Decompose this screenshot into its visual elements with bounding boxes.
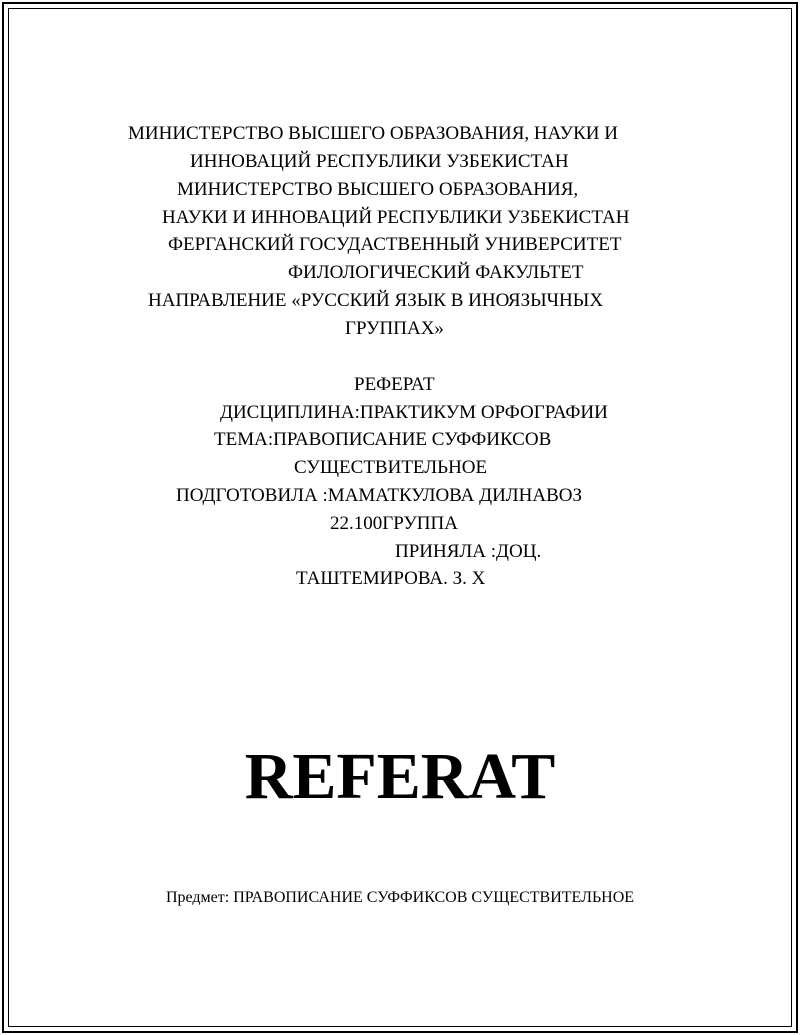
info-line-discipline: ДИСЦИПЛИНА:ПРАКТИКУМ ОРФОГРАФИИ <box>220 402 608 423</box>
header-line-4: НАУКИ И ИННОВАЦИЙ РЕСПУБЛИКИ УЗБЕКИСТАН <box>162 207 630 228</box>
info-line-prepared-by: ПОДГОТОВИЛА :МАМАТКУЛОВА ДИЛНАВОЗ <box>176 485 583 506</box>
info-line-topic-cont: СУЩЕСТВИТЕЛЬНОЕ <box>294 457 488 478</box>
header-line-1: МИНИСТЕРСТВО ВЫСШЕГО ОБРАЗОВАНИЯ, НАУКИ И <box>128 123 618 144</box>
info-line-group: 22.100ГРУППА <box>330 513 458 534</box>
header-line-8: ГРУППАХ» <box>345 318 444 339</box>
info-line-referat: РЕФЕРАТ <box>354 374 435 395</box>
header-line-6: ФИЛОЛОГИЧЕСКИЙ ФАКУЛЬТЕТ <box>288 262 584 283</box>
info-line-teacher: ТАШТЕМИРОВА. З. Х <box>296 568 486 589</box>
subject-line: Предмет: ПРАВОПИСАНИЕ СУФФИКСОВ СУЩЕСТВИТЕЛЬНОЕ <box>165 889 635 906</box>
header-line-5: ФЕРГАНСКИЙ ГОСУДАСТВЕННЫЙ УНИВЕРСИТЕТ <box>168 234 622 255</box>
header-line-2: ИННОВАЦИЙ РЕСПУБЛИКИ УЗБЕКИСТАН <box>190 151 569 172</box>
header-line-7: НАПРАВЛЕНИЕ «РУССКИЙ ЯЗЫК В ИНОЯЗЫЧНЫХ <box>148 290 604 311</box>
header-line-3: МИНИСТЕРСТВО ВЫСШЕГО ОБРАЗОВАНИЯ, <box>177 179 579 200</box>
big-title: REFERAT <box>244 740 556 813</box>
info-line-accepted-by: ПРИНЯЛА :ДОЦ. <box>395 541 542 562</box>
info-line-topic: ТЕМА:ПРАВОПИСАНИЕ СУФФИКСОВ <box>214 429 552 450</box>
